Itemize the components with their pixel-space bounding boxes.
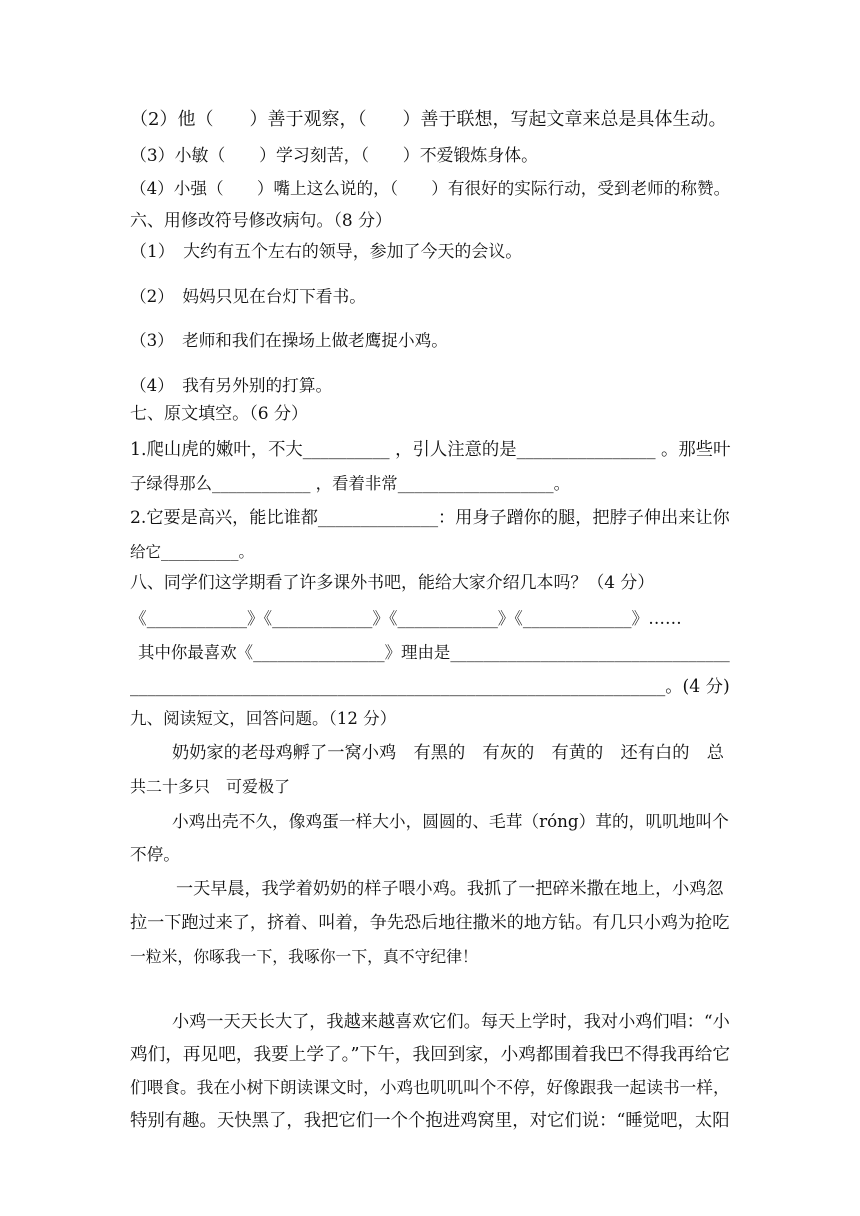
fill-2-line-2: 给它__________。	[130, 543, 255, 561]
passage-p4-line-1: 小鸡一天天长大了，我越来越喜欢它们。每天上学时，我对小鸡们唱：“小	[172, 1012, 730, 1032]
sentence-1: （1） 大约有五个左右的领导，参加了今天的会议。	[130, 241, 523, 261]
question-5-item-2: （2）他（ ）善于观察，（ ）善于联想，写起文章来总是具体生动。	[130, 109, 727, 130]
passage-p4-line-3: 们喂食。我在小树下朗读课文时，小鸡也叽叽叫个不停，好像跟我一起读书一样，	[130, 1078, 730, 1097]
fill-2-line-1: 2.它要是高兴，能比谁都______________：用身子蹭你的腿，把脖子伸出来让你	[130, 508, 730, 528]
passage-p3-line-3: 一粒米，你啄我一下，我啄你一下，真不守纪律！	[130, 947, 478, 966]
favorite-book-line: 其中你最喜欢《________________》理由是__________________________________	[138, 643, 730, 662]
section-8-title: 八、同学们这学期看了许多课外书吧，能给大家介绍几本吗？（4 分）	[130, 572, 655, 592]
reason-line: ______________________________________________________________。(4 分)	[130, 677, 730, 697]
fill-1-line-2: 子绿得那么____________ ，看着非常___________________。	[130, 474, 570, 493]
passage-p2-line-1: 小鸡出壳不久，像鸡蛋一样大小，圆圆的、毛茸（róng）茸的，叽叽地叫个	[172, 811, 729, 831]
sentence-2: （2） 妈妈只见在台灯下看书。	[130, 286, 366, 306]
sentence-3: （3） 老师和我们在操场上做老鹰捉小鸡。	[130, 331, 448, 350]
book-blanks: 《____________》《____________》《____________》《_____________》……	[130, 608, 682, 628]
section-9-title: 九、阅读短文，回答问题。（12 分）	[130, 709, 397, 728]
passage-p3-line-1: 一天早晨，我学着奶奶的样子喂小鸡。我抓了一把碎米撒在地上，小鸡忽	[176, 879, 724, 899]
question-5-item-4: （4）小强（ ）嘴上这么说的，（ ）有很好的实际行动，受到老师的称赞。	[130, 179, 731, 198]
question-5-item-3: （3）小敏（ ）学习刻苦，（ ）不爱锻炼身体。	[130, 145, 539, 165]
passage-p2-line-2: 不停。	[130, 845, 180, 864]
passage-p1-line-2: 共二十多只 可爱极了	[130, 777, 291, 796]
passage-p3-line-2: 拉一下跑过来了，挤着、叫着，争先恐后地往撒米的地方钻。有几只小鸡为抢吃	[130, 913, 730, 933]
fill-1-line-1: 1.爬山虎的嫩叶，不大__________ ，引人注意的是________________ 。那些叶	[130, 440, 731, 460]
section-6-title: 六、用修改符号修改病句。（8 分）	[130, 210, 392, 230]
sentence-4: （4） 我有另外别的打算。	[130, 376, 333, 395]
section-7-title: 七、原文填空。（6 分）	[130, 404, 309, 424]
passage-p1-line-1: 奶奶家的老母鸡孵了一窝小鸡 有黑的 有灰的 有黄的 还有白的 总	[172, 743, 725, 763]
passage-p4-line-4: 特别有趣。天快黑了，我把它们一个个抱进鸡窝里，对它们说：“睡觉吧，太阳	[130, 1111, 730, 1131]
passage-p4-line-2: 鸡们，再见吧，我要上学了。”下午，我回到家，小鸡都围着我巴不得我再给它	[130, 1045, 730, 1065]
